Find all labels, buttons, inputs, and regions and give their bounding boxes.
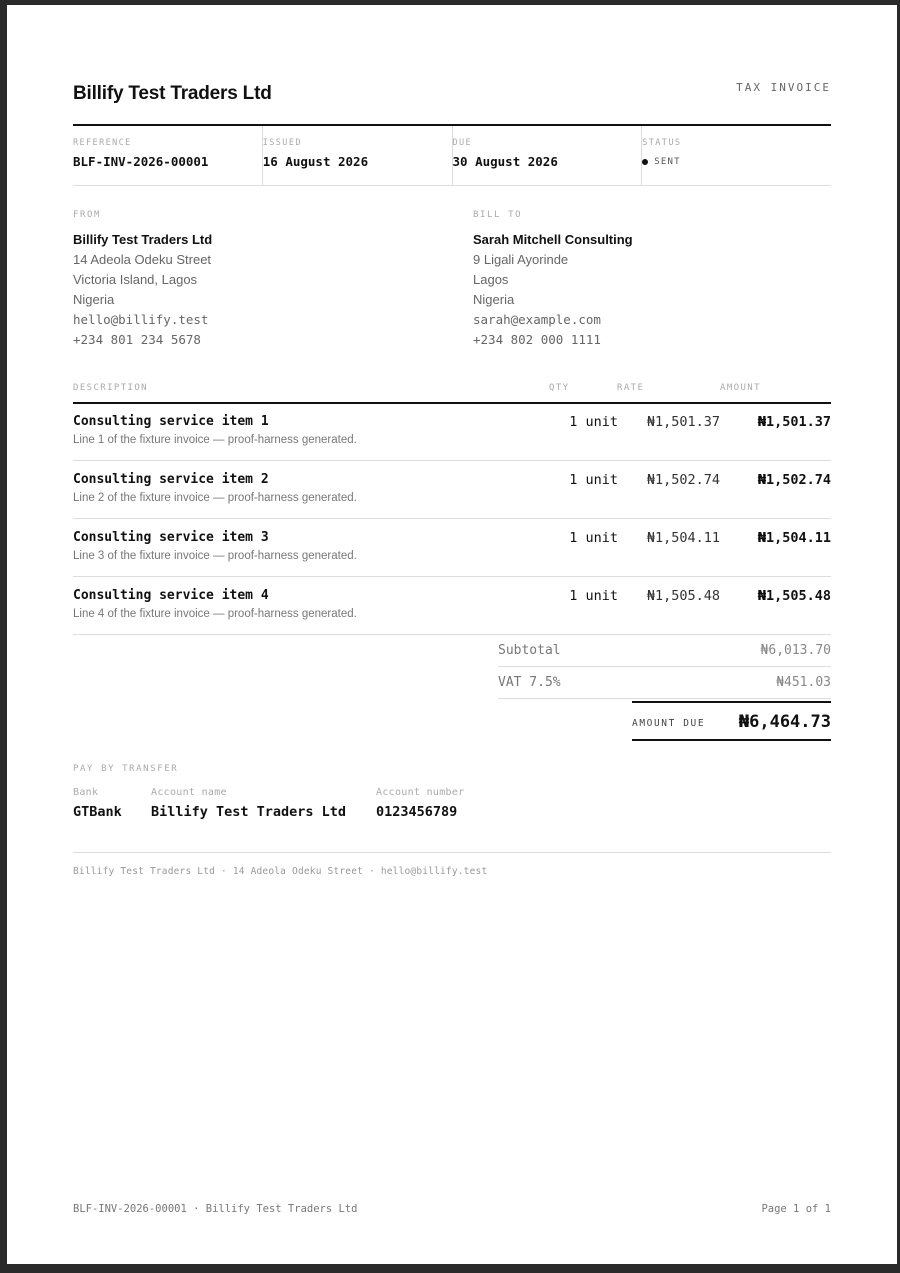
- subtotal-row: [498, 635, 831, 667]
- col-amount: AMOUNT: [720, 383, 761, 393]
- payment-label: PAY BY TRANSFER: [73, 764, 179, 774]
- item-amount: ₦1,505.48: [757, 588, 831, 604]
- item-amount: ₦1,502.74: [757, 472, 831, 488]
- status-badge: [642, 157, 831, 167]
- item-rate: ₦1,501.37: [646, 414, 720, 430]
- from-address2: Victoria Island, Lagos: [73, 272, 198, 287]
- item-qty: 1 unit: [569, 472, 618, 488]
- meta-status: [642, 126, 831, 185]
- issued-value: 16 August 2026: [262, 154, 369, 169]
- table-row: [73, 403, 831, 461]
- meta-due: [453, 126, 643, 185]
- page-number: Page 1 of 1: [761, 1203, 831, 1215]
- item-description: Line 3 of the fixture invoice — proof-harness generated.: [73, 550, 357, 562]
- payment-account-name: [151, 787, 346, 820]
- invoice-page: [7, 5, 897, 1264]
- item-qty: 1 unit: [569, 588, 618, 604]
- meta-reference: [73, 126, 263, 185]
- account-name-label: Account name: [151, 787, 227, 798]
- from-section: [73, 210, 393, 347]
- vat-label: VAT 7.5%: [498, 675, 561, 690]
- bank-value: GTBank: [73, 804, 122, 820]
- reference-value: BLF-INV-2026-00001: [73, 154, 209, 169]
- account-number-value: 0123456789: [376, 804, 458, 820]
- document-type: TAX INVOICE: [736, 81, 831, 94]
- subtotal-value: ₦6,013.70: [760, 643, 831, 658]
- items-table-header: [73, 380, 831, 404]
- from-label: FROM: [73, 210, 102, 220]
- from-phone: +234 801 234 5678: [73, 332, 201, 347]
- account-number-label: Account number: [376, 787, 465, 798]
- from-name: Billify Test Traders Ltd: [73, 232, 213, 247]
- item-title: Consulting service item 3: [73, 530, 269, 545]
- status-dot-icon: [642, 159, 648, 165]
- bill-to-phone: +234 802 000 1111: [473, 332, 601, 347]
- page-footer-left: BLF-INV-2026-00001 · Billify Test Traders Ltd: [73, 1203, 358, 1215]
- item-title: Consulting service item 4: [73, 588, 269, 603]
- item-qty: 1 unit: [569, 414, 618, 430]
- item-description: Line 1 of the fixture invoice — proof-harness generated.: [73, 434, 357, 446]
- item-amount: ₦1,504.11: [757, 530, 831, 546]
- from-email: hello@billify.test: [73, 312, 209, 327]
- footer-text: Billify Test Traders Ltd · 14 Adeola Odeku Street · hello@billify.test: [73, 866, 488, 877]
- item-description: Line 2 of the fixture invoice — proof-harness generated.: [73, 492, 357, 504]
- item-rate: ₦1,505.48: [646, 588, 720, 604]
- from-country: Nigeria: [73, 292, 115, 307]
- bill-to-name: Sarah Mitchell Consulting: [473, 232, 633, 247]
- col-description: DESCRIPTION: [73, 383, 149, 393]
- amount-due-box: [632, 701, 831, 741]
- issued-label: ISSUED: [262, 138, 302, 148]
- status-label: STATUS: [642, 138, 682, 148]
- item-title: Consulting service item 1: [73, 414, 269, 429]
- col-qty: QTY: [549, 383, 570, 393]
- due-value: 30 August 2026: [452, 154, 558, 169]
- col-rate: RATE: [617, 383, 645, 393]
- payment-bank: [73, 787, 122, 820]
- from-address1: 14 Adeola Odeku Street: [73, 252, 212, 267]
- due-label: DUE: [452, 138, 473, 148]
- invoice-meta-row: [73, 124, 831, 186]
- bill-to-country: Nigeria: [473, 292, 515, 307]
- meta-issued: [263, 126, 453, 185]
- item-title: Consulting service item 2: [73, 472, 269, 487]
- bill-to-email: sarah@example.com: [473, 312, 601, 327]
- reference-label: REFERENCE: [73, 138, 132, 148]
- bill-to-address2: Lagos: [473, 272, 509, 287]
- payment-account-number: [376, 787, 465, 820]
- subtotal-label: Subtotal: [498, 643, 561, 658]
- item-amount: ₦1,501.37: [757, 414, 831, 430]
- account-name-value: Billify Test Traders Ltd: [151, 804, 347, 820]
- bill-to-section: [473, 210, 793, 347]
- item-rate: ₦1,502.74: [646, 472, 720, 488]
- amount-due-label: AMOUNT DUE: [632, 718, 706, 729]
- item-qty: 1 unit: [569, 530, 618, 546]
- company-title: Billify Test Traders Ltd: [73, 83, 272, 104]
- bill-to-label: BILL TO: [473, 210, 523, 220]
- table-row: [73, 519, 831, 577]
- bill-to-address1: 9 Ligali Ayorinde: [473, 252, 569, 267]
- bank-label: Bank: [73, 787, 99, 798]
- table-row: [73, 461, 831, 519]
- amount-due-value: ₦6,464.73: [738, 712, 831, 732]
- footer-divider: [73, 852, 831, 853]
- item-rate: ₦1,504.11: [646, 530, 720, 546]
- status-value: SENT: [654, 157, 681, 167]
- vat-value: ₦451.03: [776, 675, 831, 690]
- table-row: [73, 577, 831, 635]
- item-description: Line 4 of the fixture invoice — proof-harness generated.: [73, 608, 357, 620]
- vat-row: [498, 667, 831, 699]
